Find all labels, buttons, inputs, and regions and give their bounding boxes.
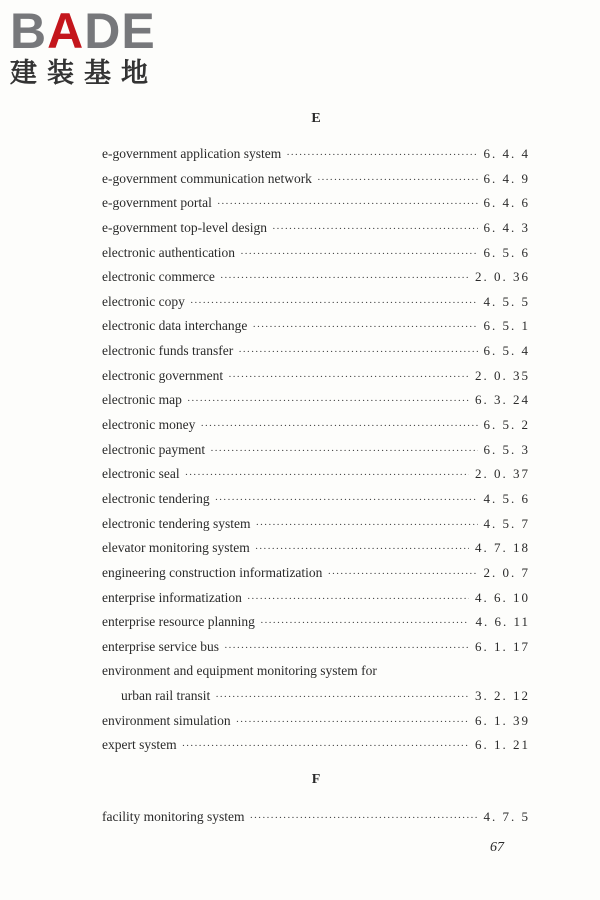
index-entry [102, 564, 530, 589]
section-heading-f: F [311, 772, 321, 787]
page-number: 67 [490, 840, 504, 855]
section-reference: 4. 6. 11 [475, 614, 530, 630]
dot-leader [220, 270, 469, 287]
index-entry [102, 638, 530, 663]
index-entry [102, 712, 530, 737]
section-reference: 6. 5. 2 [483, 417, 530, 433]
index-entry [102, 194, 530, 219]
index-term: e-government portal [102, 195, 212, 211]
dot-leader [252, 319, 477, 336]
index-term: electronic government [102, 367, 224, 383]
section-reference: 6. 5. 6 [483, 244, 530, 260]
section-reference: 2. 0. 36 [475, 269, 530, 285]
index-entry-continuation [102, 687, 530, 712]
index-term: enterprise informatization [102, 589, 242, 605]
index-entry [102, 539, 530, 564]
logo-letter-b: B [10, 3, 48, 59]
index-term: elevator monitoring system [102, 540, 250, 556]
section-reference: 3. 2. 12 [475, 688, 530, 704]
section-reference: 4. 7. 18 [475, 540, 530, 556]
index-entry [102, 589, 530, 614]
index-entry [102, 416, 530, 441]
section-reference: 2. 0. 7 [483, 564, 530, 580]
index-entry [102, 613, 530, 638]
dot-leader [236, 714, 469, 731]
dot-leader [182, 738, 469, 755]
section-reference: 6. 1. 21 [475, 737, 530, 753]
dot-leader [224, 640, 469, 657]
index-term: electronic data interchange [102, 318, 248, 334]
index-section-f [102, 808, 530, 833]
index-term: electronic payment [102, 441, 206, 457]
section-reference: 6. 3. 24 [475, 392, 530, 408]
dot-leader [210, 443, 477, 460]
logo-wordmark [10, 3, 175, 59]
dot-leader [255, 541, 469, 558]
section-reference: 6. 4. 4 [483, 146, 530, 161]
section-reference: 6. 1. 17 [475, 638, 530, 654]
section-reference: 4. 5. 6 [483, 490, 530, 506]
dot-leader [187, 393, 469, 410]
index-entry [102, 244, 530, 269]
logo [10, 3, 175, 90]
dot-leader [215, 689, 469, 706]
section-reference: 2. 0. 35 [475, 367, 530, 383]
index-term: facility monitoring system [102, 809, 245, 824]
dot-leader [327, 566, 477, 583]
index-term: engineering construction informatization [102, 564, 323, 580]
dot-leader [317, 172, 478, 189]
index-term: enterprise service bus [102, 638, 219, 654]
section-reference: 6. 1. 39 [475, 712, 530, 728]
dot-leader [286, 147, 477, 164]
index-term: electronic authentication [102, 244, 236, 260]
index-entry [102, 465, 530, 490]
index-entry [102, 490, 530, 515]
index-term: e-government top-level design [102, 219, 267, 235]
index-term: e-government application system [102, 146, 282, 161]
section-reference: 6. 4. 6 [483, 195, 530, 211]
section-reference: 6. 4. 3 [483, 219, 530, 235]
dot-leader [200, 418, 477, 435]
index-entry [102, 268, 530, 293]
section-reference: 6. 5. 3 [483, 441, 530, 457]
section-reference: 6. 5. 4 [483, 343, 530, 359]
index-term: electronic seal [102, 466, 180, 482]
section-reference: 2. 0. 37 [475, 466, 530, 482]
logo-letters-de: DE [84, 3, 156, 59]
index-term: electronic map [102, 392, 182, 408]
dot-leader [255, 517, 477, 534]
section-reference: 4. 5. 5 [483, 293, 530, 309]
dot-leader [260, 615, 470, 632]
index-entry [102, 293, 530, 318]
section-reference: 6. 4. 9 [483, 170, 530, 186]
section-heading-e: E [311, 111, 321, 126]
index-entry [102, 391, 530, 416]
index-term: electronic money [102, 417, 196, 433]
index-term: e-government communication network [102, 170, 312, 186]
logo-subtitle: 建装基地 [10, 58, 158, 89]
index-entry [102, 441, 530, 466]
index-entry [102, 662, 530, 687]
section-reference: 6. 5. 1 [483, 318, 530, 334]
section-reference: 4. 7. 5 [483, 809, 530, 824]
index-entry [102, 170, 530, 195]
section-reference: 4. 5. 7 [483, 515, 530, 531]
index-entry [102, 367, 530, 392]
index-term: electronic funds transfer [102, 343, 234, 359]
index-entry [102, 145, 530, 170]
index-entry [102, 808, 530, 833]
index-entry [102, 342, 530, 367]
dot-leader [215, 492, 478, 509]
index-entry [102, 515, 530, 540]
index-term: expert system [102, 737, 177, 753]
index-term: electronic commerce [102, 269, 215, 285]
dot-leader [238, 344, 477, 361]
logo-letter-a: A [47, 3, 85, 59]
dot-leader [272, 221, 478, 238]
index-entry [102, 736, 530, 761]
index-term: electronic tendering [102, 490, 210, 506]
index-term: enterprise resource planning [102, 614, 255, 630]
dot-leader [228, 369, 469, 386]
index-term: environment simulation [102, 712, 231, 728]
index-entry [102, 219, 530, 244]
index-section-e [102, 145, 530, 761]
dot-leader [185, 467, 469, 484]
dot-leader [190, 295, 478, 312]
index-entry [102, 317, 530, 342]
dot-leader [240, 246, 477, 263]
dot-leader [249, 810, 477, 827]
dot-leader [217, 196, 478, 213]
index-term: electronic copy [102, 293, 185, 309]
index-term: environment and equipment monitoring system for [102, 663, 377, 679]
index-term: urban rail transit [121, 688, 211, 704]
index-term: electronic tendering system [102, 515, 251, 531]
dot-leader [247, 591, 469, 608]
section-reference: 4. 6. 10 [475, 589, 530, 605]
